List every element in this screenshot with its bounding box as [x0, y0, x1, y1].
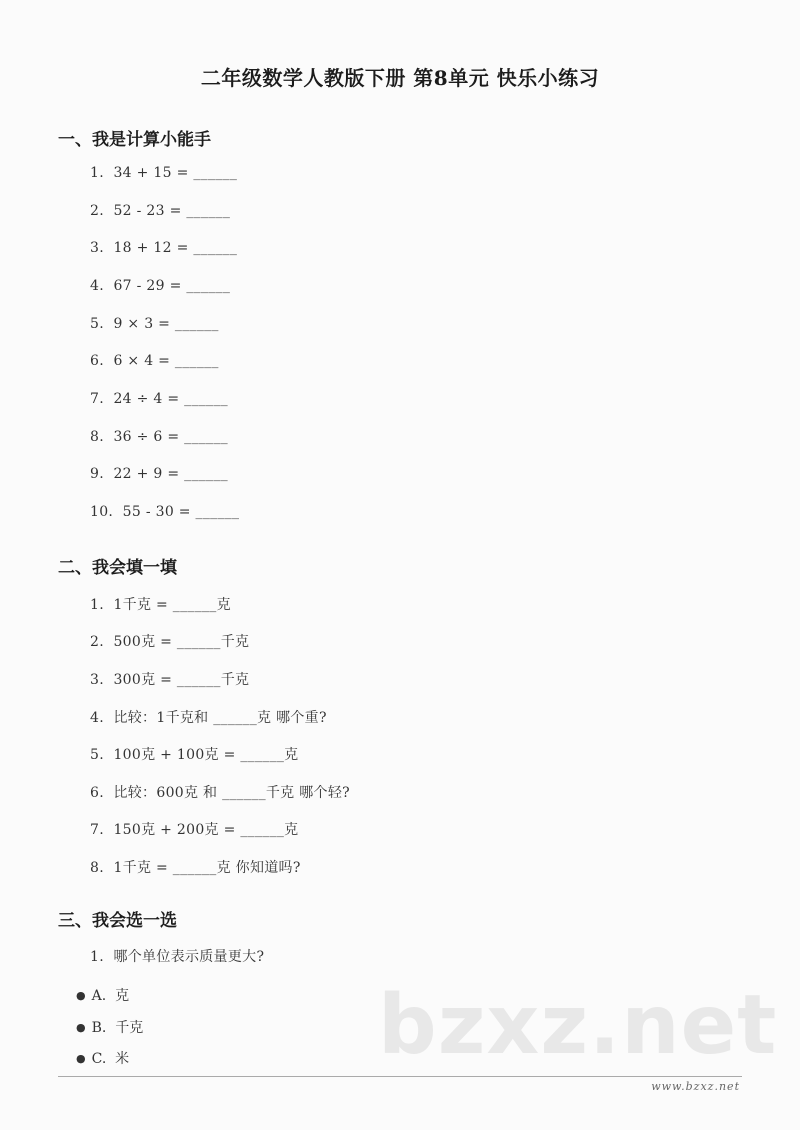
choice-label: C. 米 [91, 1051, 130, 1067]
exercise-item: 3. 300克 = ______千克 [90, 672, 250, 688]
exercise-item: 5. 9 × 3 = ______ [90, 316, 219, 332]
exercise-item: 2. 500克 = ______千克 [90, 634, 250, 650]
exercise-item: 4. 67 - 29 = ______ [90, 278, 231, 294]
question-item: 1. 哪个单位表示质量更大? [90, 949, 265, 965]
choice-label: A. 克 [91, 988, 130, 1004]
exercise-item: 8. 1千克 = ______克 你知道吗? [90, 860, 301, 876]
section-heading-multiple-choice: 三、我会选一选 [58, 911, 177, 931]
exercise-item: 10. 55 - 30 = ______ [90, 504, 240, 520]
exercise-item: 7. 24 ÷ 4 = ______ [90, 391, 228, 407]
exercise-item: 8. 36 ÷ 6 = ______ [90, 429, 228, 445]
exercise-item: 1. 34 + 15 = ______ [90, 165, 238, 181]
exercise-item: 4. 比较：1千克和 ______克 哪个重? [90, 710, 327, 726]
exercise-item: 3. 18 + 12 = ______ [90, 240, 238, 256]
bullet-icon: ● [76, 989, 86, 1002]
exercise-item: 7. 150克 + 200克 = ______克 [90, 822, 299, 838]
page-title: 二年级数学人教版下册 第8单元 快乐小练习 [200, 66, 600, 90]
section-heading-calculation: 一、我是计算小能手 [58, 130, 211, 150]
exercise-item: 6. 6 × 4 = ______ [90, 353, 219, 369]
watermark: bzxz.net [378, 978, 778, 1073]
choice-option-b [76, 1017, 143, 1037]
bullet-icon: ● [76, 1021, 86, 1034]
choice-label: B. 千克 [91, 1020, 144, 1036]
bullet-icon: ● [76, 1052, 86, 1065]
footer-divider [58, 1076, 742, 1077]
exercise-item: 6. 比较：600克 和 ______千克 哪个轻? [90, 785, 350, 801]
section-heading-fill-in: 二、我会填一填 [58, 558, 177, 578]
exercise-item: 2. 52 - 23 = ______ [90, 203, 231, 219]
choice-option-a [76, 985, 129, 1005]
exercise-item: 1. 1千克 = ______克 [90, 597, 231, 613]
footer-url: www.bzxz.net [651, 1080, 740, 1093]
exercise-item: 5. 100克 + 100克 = ______克 [90, 747, 299, 763]
choice-option-c [76, 1048, 129, 1068]
exercise-item: 9. 22 + 9 = ______ [90, 466, 228, 482]
